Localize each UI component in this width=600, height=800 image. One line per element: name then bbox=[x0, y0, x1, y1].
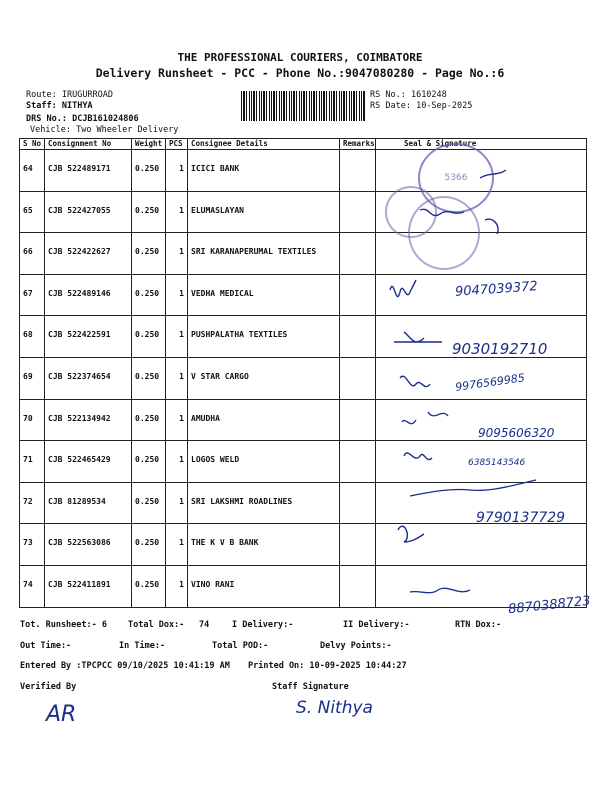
cell-weight: 0.250 bbox=[132, 565, 166, 607]
handwritten-phone: 9095606320 bbox=[478, 426, 555, 440]
cell-remarks bbox=[340, 441, 376, 483]
cell-consignee: SRI KARANAPERUMAL TEXTILES bbox=[188, 233, 340, 275]
col-consignee: Consignee Details bbox=[188, 139, 340, 150]
printed-on: Printed On: 10-09-2025 10:44:27 bbox=[248, 661, 407, 671]
rs-no-line bbox=[370, 90, 447, 100]
cell-sno: 74 bbox=[20, 565, 45, 607]
col-signature: Seal & Signature bbox=[376, 139, 587, 150]
cell-pcs: 1 bbox=[166, 565, 188, 607]
signature-mark bbox=[420, 170, 506, 234]
col-sno: S No bbox=[20, 139, 45, 150]
total-pod: Total POD:- bbox=[212, 641, 269, 651]
handwritten-phone: 9047039372 bbox=[454, 279, 539, 300]
verified-by-label: Verified By bbox=[20, 682, 77, 692]
cell-consignee: PUSHPALATHA TEXTILES bbox=[188, 316, 340, 358]
cell-sno: 73 bbox=[20, 524, 45, 566]
cell-consignment: CJB 522563086 bbox=[45, 524, 132, 566]
cell-remarks bbox=[340, 150, 376, 192]
cell-remarks bbox=[340, 565, 376, 607]
cell-consignment: CJB 522465429 bbox=[45, 441, 132, 483]
staff-signature-label: Staff Signature bbox=[272, 682, 349, 692]
route-label: Route: bbox=[26, 90, 57, 100]
drs-label: DRS No.: bbox=[26, 114, 67, 124]
cell-consignment: CJB 522374654 bbox=[45, 357, 132, 399]
signature-mark bbox=[398, 526, 424, 542]
staff-value: NITHYA bbox=[61, 101, 93, 111]
cell-sno: 71 bbox=[20, 441, 45, 483]
cell-consignment: CJB 522422627 bbox=[45, 233, 132, 275]
rs-no-value: 1610248 bbox=[410, 90, 447, 100]
cell-weight: 0.250 bbox=[132, 191, 166, 233]
rs-date-value: 10-Sep-2025 bbox=[416, 101, 473, 111]
signature-mark bbox=[410, 588, 470, 592]
signature-mark bbox=[402, 412, 448, 424]
cell-pcs: 1 bbox=[166, 524, 188, 566]
cell-pcs: 1 bbox=[166, 150, 188, 192]
cell-remarks bbox=[340, 399, 376, 441]
cell-weight: 0.250 bbox=[132, 357, 166, 399]
cell-consignee: SRI LAKSHMI ROADLINES bbox=[188, 482, 340, 524]
cell-consignment: CJB 522489146 bbox=[45, 274, 132, 316]
table-header-row bbox=[20, 139, 587, 150]
handwritten-phone: 9976569985 bbox=[454, 371, 526, 394]
verified-signature: AR bbox=[46, 702, 77, 727]
cell-pcs: 1 bbox=[166, 482, 188, 524]
cell-sno: 67 bbox=[20, 274, 45, 316]
cell-consignee: ICICI BANK bbox=[188, 150, 340, 192]
out-time: Out Time:- bbox=[20, 641, 72, 651]
cell-pcs: 1 bbox=[166, 316, 188, 358]
vehicle-label: Vehicle: bbox=[30, 125, 71, 135]
cell-weight: 0.250 bbox=[132, 150, 166, 192]
cell-sno: 72 bbox=[20, 482, 45, 524]
signature-mark bbox=[404, 453, 432, 460]
cell-pcs: 1 bbox=[166, 399, 188, 441]
route-value: IRUGURROAD bbox=[61, 90, 114, 100]
barcode bbox=[241, 91, 365, 121]
in-time: In Time:- bbox=[119, 641, 166, 651]
cell-weight: 0.250 bbox=[132, 233, 166, 275]
cell-consignment: CJB 522422591 bbox=[45, 316, 132, 358]
cell-consignee: AMUDHA bbox=[188, 399, 340, 441]
delvy-points: Delvy Points:- bbox=[320, 641, 392, 651]
cell-pcs: 1 bbox=[166, 191, 188, 233]
runsheet-title: Delivery Runsheet - PCC - Phone No.:9047080280 - Page No.:6 bbox=[95, 66, 505, 80]
handwritten-phone: 9030192710 bbox=[452, 340, 548, 358]
cell-remarks bbox=[340, 274, 376, 316]
signature-mark bbox=[400, 376, 430, 386]
cell-pcs: 1 bbox=[166, 357, 188, 399]
signature-mark bbox=[394, 332, 442, 342]
cell-pcs: 1 bbox=[166, 233, 188, 275]
cell-pcs: 1 bbox=[166, 441, 188, 483]
cell-remarks bbox=[340, 191, 376, 233]
staff-label: Staff: bbox=[26, 101, 57, 111]
drs-line bbox=[26, 114, 139, 124]
signature-mark bbox=[390, 280, 416, 297]
vehicle-line bbox=[30, 125, 178, 135]
rs-no-label: RS No.: bbox=[370, 90, 406, 100]
cell-consignee: V STAR CARGO bbox=[188, 357, 340, 399]
cell-weight: 0.250 bbox=[132, 524, 166, 566]
cell-sno: 64 bbox=[20, 150, 45, 192]
handwritten-phone: 9790137729 bbox=[476, 510, 566, 526]
col-weight: Weight bbox=[132, 139, 166, 150]
cell-remarks bbox=[340, 482, 376, 524]
handwritten-phone: 6385143546 bbox=[468, 458, 526, 468]
cell-weight: 0.250 bbox=[132, 441, 166, 483]
cell-weight: 0.250 bbox=[132, 482, 166, 524]
cell-consignee: THE K V B BANK bbox=[188, 524, 340, 566]
company-title: THE PROFESSIONAL COURIERS, COIMBATORE bbox=[177, 51, 423, 64]
entered-by: Entered By :TPCPCC 09/10/2025 10:41:19 AM bbox=[20, 661, 230, 671]
vehicle-value: Two Wheeler Delivery bbox=[76, 125, 179, 135]
handwritten-phone: 8870388723 bbox=[507, 593, 592, 618]
cell-remarks bbox=[340, 357, 376, 399]
cell-pcs: 1 bbox=[166, 274, 188, 316]
cell-sno: 66 bbox=[20, 233, 45, 275]
cell-consignee: VEDHA MEDICAL bbox=[188, 274, 340, 316]
cell-weight: 0.250 bbox=[132, 274, 166, 316]
cell-weight: 0.250 bbox=[132, 316, 166, 358]
ii-delivery: II Delivery:- bbox=[343, 620, 410, 630]
route-line bbox=[26, 90, 113, 100]
cell-weight: 0.250 bbox=[132, 399, 166, 441]
staff-signature: S. Nithya bbox=[296, 698, 373, 718]
cell-sno: 68 bbox=[20, 316, 45, 358]
col-remarks: Remarks bbox=[340, 139, 376, 150]
cell-remarks bbox=[340, 524, 376, 566]
total-dox-label: Total Dox:- bbox=[128, 620, 185, 630]
cell-consignee: LOGOS WELD bbox=[188, 441, 340, 483]
cell-consignee: ELUMASLAYAN bbox=[188, 191, 340, 233]
cell-sno: 70 bbox=[20, 399, 45, 441]
i-delivery: I Delivery:- bbox=[232, 620, 294, 630]
rtn-dox: RTN Dox:- bbox=[455, 620, 502, 630]
cell-remarks bbox=[340, 316, 376, 358]
cell-consignment: CJB 522489171 bbox=[45, 150, 132, 192]
cell-consignment: CJB 81289534 bbox=[45, 482, 132, 524]
seal-stamp-number: 5366 bbox=[444, 173, 468, 183]
cell-sno: 69 bbox=[20, 357, 45, 399]
staff-line bbox=[26, 101, 93, 111]
total-dox-value: 74 bbox=[199, 620, 210, 630]
rs-date-label: RS Date: bbox=[370, 101, 411, 111]
cell-consignment: CJB 522134942 bbox=[45, 399, 132, 441]
signature-mark bbox=[410, 480, 536, 496]
rs-date-line bbox=[370, 101, 472, 111]
col-consignment: Consignment No bbox=[45, 139, 132, 150]
tot-runsheet: Tot. Runsheet:- 6 bbox=[20, 620, 107, 630]
drs-value: DCJB161024806 bbox=[72, 114, 139, 124]
col-pcs: PCS bbox=[166, 139, 188, 150]
cell-consignment: CJB 522411891 bbox=[45, 565, 132, 607]
cell-consignment: CJB 522427055 bbox=[45, 191, 132, 233]
cell-sno: 65 bbox=[20, 191, 45, 233]
cell-consignee: VINO RANI bbox=[188, 565, 340, 607]
cell-remarks bbox=[340, 233, 376, 275]
